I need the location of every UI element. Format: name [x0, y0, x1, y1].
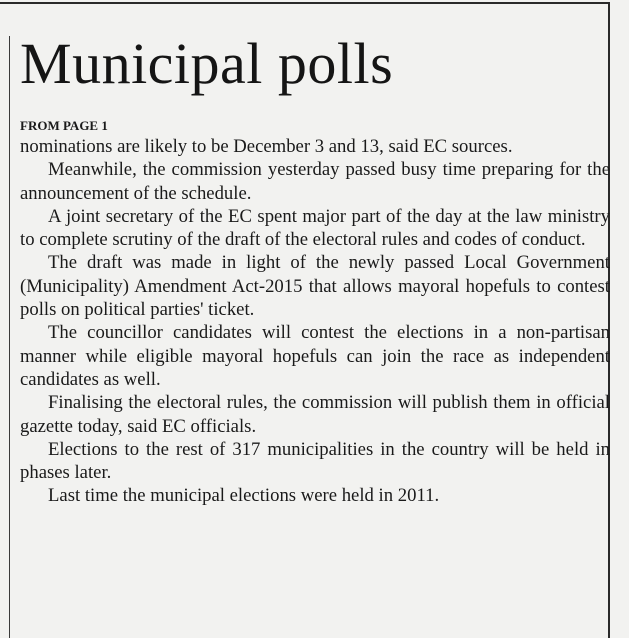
article-paragraph: Meanwhile, the commission yesterday passed busy time preparing for the announcement of the schedule.: [20, 159, 610, 204]
article-paragraph: Finalising the electoral rules, the commission will publish them in official gazette today, said EC officials.: [20, 392, 610, 437]
column-left-rule: [9, 36, 10, 638]
article-paragraph: Elections to the rest of 317 municipalities in the country will be held in phases later.: [20, 438, 610, 484]
headline: Municipal polls: [20, 31, 394, 96]
article-paragraph: Last time the municipal elections were held in 2011.: [48, 485, 440, 507]
article-paragraph: The draft was made in light of the newly passed Local Government (Municipality) Amendment Act-2015 that allows mayoral hopefuls to contest polls on political parties' ticket.: [20, 252, 610, 321]
article-paragraph: The councillor candidates will contest the elections in a non-partisan manner while eligible mayoral hopefuls can join the race as independent candidates as well.: [20, 322, 610, 390]
top-border-rule: [0, 2, 609, 4]
article-body: [20, 135, 610, 508]
article-paragraph: nominations are likely to be December 3 and 13, said EC sources.: [20, 136, 513, 157]
jump-line: FROM PAGE 1: [20, 118, 108, 133]
article-paragraph: A joint secretary of the EC spent major part of the day at the law ministry to complete scrutiny of the draft of the electoral rules and codes of conduct.: [20, 205, 610, 251]
